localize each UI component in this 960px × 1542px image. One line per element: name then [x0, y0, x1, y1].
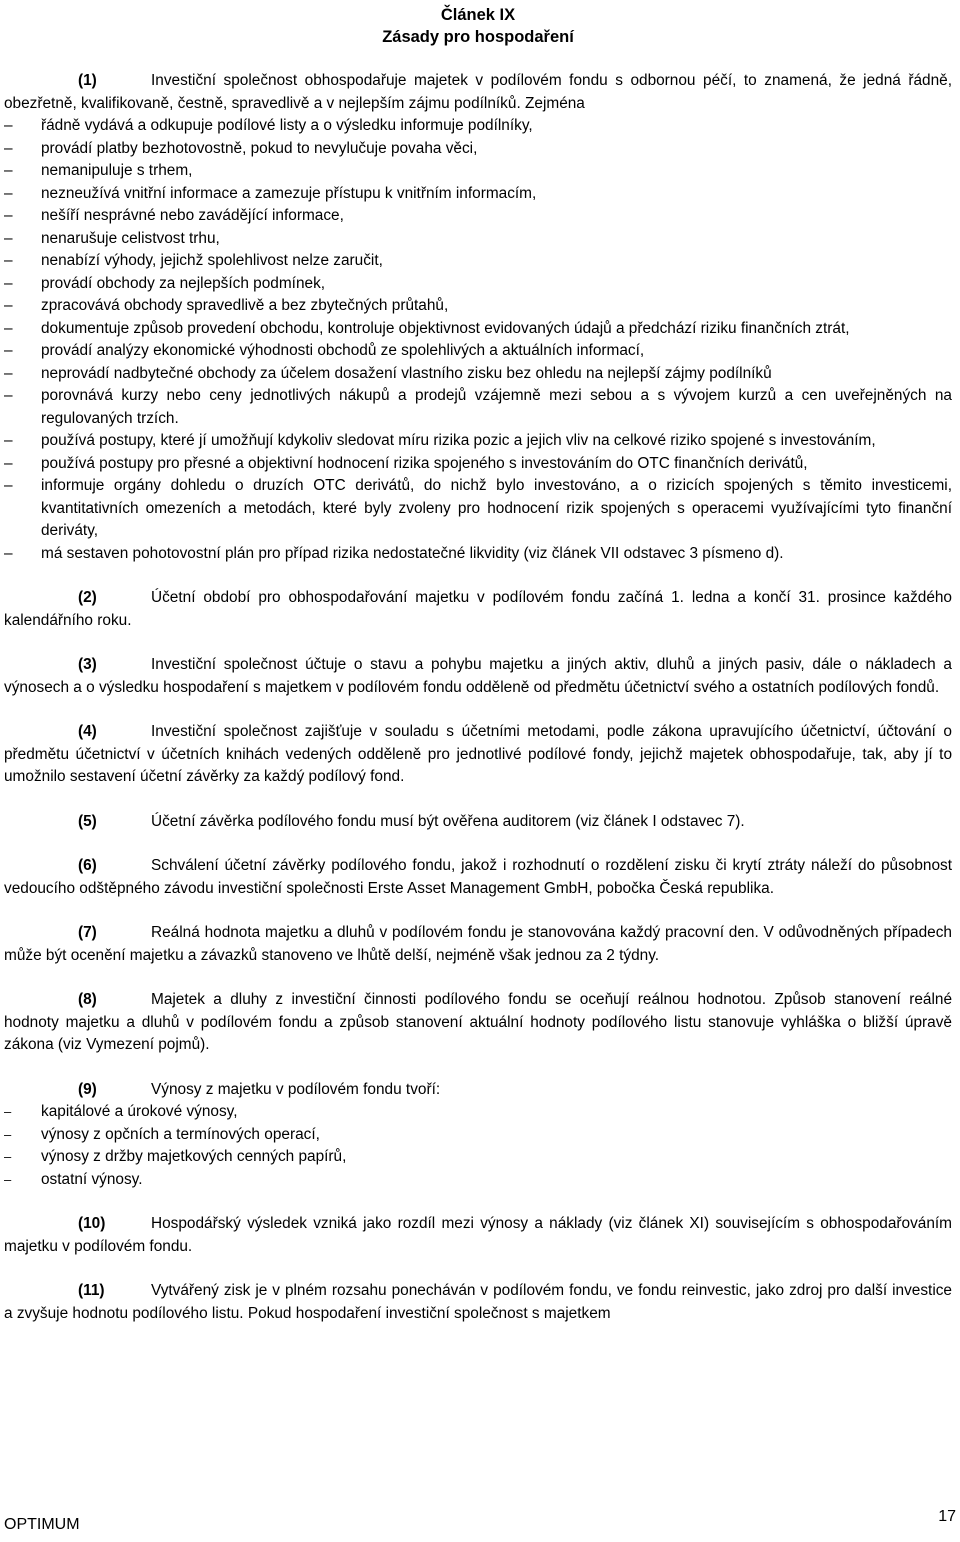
- paragraph-number: (11): [78, 1282, 105, 1299]
- paragraph-text: Účetní období pro obhospodařování majetku v podílovém fondu začíná 1. ledna a končí 31. prosince každého kalendářního roku.: [4, 589, 952, 629]
- article-heading: [4, 0, 952, 48]
- list-item-text: výnosy z držby majetkových cenných papírů,: [41, 1148, 347, 1165]
- dash-bullet-icon: –: [4, 364, 13, 382]
- list-item: [4, 205, 952, 228]
- paragraph-number: (5): [78, 812, 97, 830]
- paragraph-9: [4, 1079, 952, 1102]
- list-item: [4, 295, 952, 318]
- list-item-text: zpracovává obchody spravedlivě a bez zbytečných průtahů,: [41, 297, 449, 314]
- list-item-text: používá postupy, které jí umožňují kdykoliv sledovat míru rizika pozic a jejich vliv na celkové riziko spojené s investováním,: [41, 432, 876, 449]
- dash-bullet-icon: –: [4, 432, 13, 449]
- list-item: [4, 1101, 952, 1124]
- paragraph-number: (4): [78, 723, 97, 740]
- paragraph-text: Vytvářený zisk je v plném rozsahu ponecháván v podílovém fondu, ve fondu reinvestic, jako zdroj pro další investice a zvyšuje hodnotu podílového listu. Pokud hospodaření investiční společnost s majetkem: [4, 1282, 952, 1322]
- list-item-text: řádně vydává a odkupuje podílové listy a o výsledku informuje podílníky,: [41, 117, 533, 134]
- list-item: [4, 228, 952, 251]
- paragraph-text: Účetní závěrka podílového fondu musí být ověřena auditorem (viz článek I odstavec 7).: [151, 812, 745, 830]
- dash-bullet-icon: –: [4, 184, 13, 202]
- list-item-text: má sestaven pohotovostní plán pro případ rizika nedostatečné likvidity (viz článek VII odstavec 3 písmeno d).: [41, 544, 784, 562]
- list-item-text: nenarušuje celistvost trhu,: [41, 229, 220, 247]
- dash-bullet-icon: –: [4, 252, 13, 269]
- dash-bullet-icon: –: [4, 342, 13, 359]
- list-item: [4, 273, 952, 296]
- list-item-text: informuje orgány dohledu o druzích OTC derivátů, do nichž bylo investováno, a o rizicích spojených s těmito investicemi, kvantitativních omezeních a metodách, které byly zvoleny pro hodnocení rizik spojených s operacemi využívajícími tyto finanční deriváty,: [41, 477, 952, 539]
- list-item: [4, 430, 952, 453]
- list-item-text: ostatní výnosy.: [41, 1170, 143, 1188]
- paragraph-text: Investiční společnost účtuje o stavu a pohybu majetku a jiných aktiv, dluhů a jiných pasiv, dále o nákladech a výnosech a o výsledku hospodaření s majetkem v podílovém fondu odděleně od předmětu účetnictví svého a ostatních podílových fondů.: [4, 656, 952, 696]
- list-item-text: provádí obchody za nejlepších podmínek,: [41, 274, 326, 292]
- paragraph-text: Investiční společnost zajišťuje v souladu s účetními metodami, podle zákona upravujícího účetnictví, účtování o předmětu účetnictví v účetních knihách vedených odděleně pro jednotlivé podílové fondy, jejichž majetek obhospodařuje, tak, aby jí to umožnilo sestavení účetní závěrky za každý podílový fond.: [4, 723, 952, 785]
- list-item-text: neprovádí nadbytečné obchody za účelem dosažení vlastního zisku bez ohledu na nejlepší zájmy podílníků: [41, 364, 772, 382]
- list-item-text: nenabízí výhody, jejichž spolehlivost nelze zaručit,: [41, 252, 383, 269]
- dash-bullet-icon: –: [4, 139, 13, 157]
- dash-bullet-icon: –: [4, 162, 13, 179]
- paragraph-text: Majetek a dluhy z investiční činnosti podílového fondu se oceňují reálnou hodnotou. Způsob stanovení reálné hodnoty majetku a dluhů v podílovém fondu a způsob stanovení aktuální hodnoty podílového listu stanovuje vyhláška o bližší úpravě zákona (viz Vymezení pojmů).: [4, 991, 952, 1053]
- list-item: [4, 363, 952, 386]
- dash-bullet-icon: –: [4, 544, 13, 562]
- paragraph-4: [4, 721, 952, 789]
- dash-bullet-icon: –: [4, 1104, 12, 1119]
- list-item-text: nezneužívá vnitřní informace a zamezuje přístupu k vnitřním informacím,: [41, 184, 537, 202]
- dash-bullet-icon: –: [4, 1126, 12, 1142]
- paragraph-3: [4, 654, 952, 699]
- dash-bullet-icon: –: [4, 297, 13, 314]
- list-item: [4, 385, 952, 430]
- paragraph-text: Schválení účetní závěrky podílového fondu, jakož i rozhodnutí o rozdělení zisku či krytí ztráty náleží do působnost vedoucího odštěpného závodu investiční společnosti Erste Asset Management GmbH, pobočka Česká republika.: [4, 857, 952, 897]
- paragraph-number: (3): [78, 656, 97, 673]
- list-item-text: kapitálové a úrokové výnosy,: [41, 1103, 238, 1120]
- paragraph-text: Reálná hodnota majetku a dluhů v podílovém fondu je stanovována každý pracovní den. V odůvodněných případech může být ocenění majetku a závazků stanoveno ve lhůtě delší, nejméně však jednou za 2 týdny.: [4, 924, 952, 964]
- paragraph-text: Hospodářský výsledek vzniká jako rozdíl mezi výnosy a náklady (viz článek XI) souvisejícím s obhospodařováním majetku v podílovém fondu.: [4, 1215, 952, 1255]
- obligations-list: [4, 115, 952, 565]
- list-item: [4, 475, 952, 543]
- list-item: [4, 250, 952, 273]
- footer-brand: OPTIMUM: [4, 1516, 80, 1533]
- paragraph-number: (7): [78, 924, 97, 941]
- list-item: [4, 1124, 952, 1147]
- document-page: [4, 0, 952, 1325]
- list-item-text: nešíří nesprávné nebo zavádějící informace,: [41, 207, 344, 224]
- paragraph-number: (2): [78, 589, 97, 606]
- list-item: [4, 543, 952, 566]
- paragraph-10: [4, 1213, 952, 1258]
- dash-bullet-icon: –: [4, 117, 13, 134]
- list-item: [4, 1146, 952, 1169]
- paragraph-number: (6): [78, 857, 97, 874]
- dash-bullet-icon: –: [4, 454, 13, 472]
- paragraph-text: Investiční společnost obhospodařuje majetek v podílovém fondu s odbornou péčí, to znamená, že jedná řádně, obezřetně, kvalifikovaně, čestně, spravedlivě a v nejlepším zájmu podílníků. Zejména: [4, 72, 952, 112]
- list-item-text: porovnává kurzy nebo ceny jednotlivých nákupů a prodejů vzájemně mezi sebou a s vývojem kurzů a cen uveřejněných na regulovaných trzích.: [41, 387, 952, 427]
- article-number: Článek IX: [440, 6, 516, 24]
- paragraph-5: [4, 811, 952, 834]
- paragraph-number: (8): [78, 991, 97, 1008]
- dash-bullet-icon: –: [4, 207, 13, 224]
- paragraph-6: [4, 855, 952, 900]
- list-item: [4, 318, 952, 341]
- paragraph-1: [4, 70, 952, 115]
- paragraph-number: (9): [78, 1080, 97, 1098]
- list-item-text: používá postupy pro přesné a objektivní hodnocení rizika spojeného s investováním do OTC finančních derivátů,: [41, 454, 808, 472]
- list-item: [4, 115, 952, 138]
- revenues-list: [4, 1101, 952, 1191]
- list-item-text: provádí platby bezhotovostně, pokud to nevylučuje povaha věci,: [41, 139, 478, 157]
- list-item-text: provádí analýzy ekonomické výhodnosti obchodů ze spolehlivých a aktuálních informací,: [41, 342, 645, 359]
- list-item: [4, 1169, 952, 1192]
- dash-bullet-icon: –: [4, 319, 13, 337]
- page-number: 17: [938, 1508, 956, 1525]
- list-item-text: dokumentuje způsob provedení obchodu, kontroluje objektivnost evidovaných údajů a předchází riziku finančních ztrát,: [41, 319, 850, 337]
- paragraph-8: [4, 989, 952, 1057]
- dash-bullet-icon: –: [4, 1171, 12, 1187]
- paragraph-2: [4, 587, 952, 632]
- list-item-text: výnosy z opčních a termínových operací,: [41, 1125, 320, 1143]
- paragraph-11: [4, 1280, 952, 1325]
- list-item: [4, 340, 952, 363]
- dash-bullet-icon: –: [4, 387, 13, 404]
- dash-bullet-icon: –: [4, 477, 13, 494]
- list-item-text: nemanipuluje s trhem,: [41, 162, 193, 179]
- dash-bullet-icon: –: [4, 274, 13, 292]
- list-item: [4, 183, 952, 206]
- paragraph-number: (1): [78, 72, 97, 89]
- dash-bullet-icon: –: [4, 1149, 12, 1164]
- dash-bullet-icon: –: [4, 229, 13, 247]
- paragraph-7: [4, 922, 952, 967]
- paragraph-number: (10): [78, 1215, 106, 1232]
- list-item: [4, 138, 952, 161]
- article-title: Zásady pro hospodaření: [382, 28, 574, 46]
- paragraph-text: Výnosy z majetku v podílovém fondu tvoří:: [151, 1080, 441, 1098]
- list-item: [4, 160, 952, 183]
- list-item: [4, 453, 952, 476]
